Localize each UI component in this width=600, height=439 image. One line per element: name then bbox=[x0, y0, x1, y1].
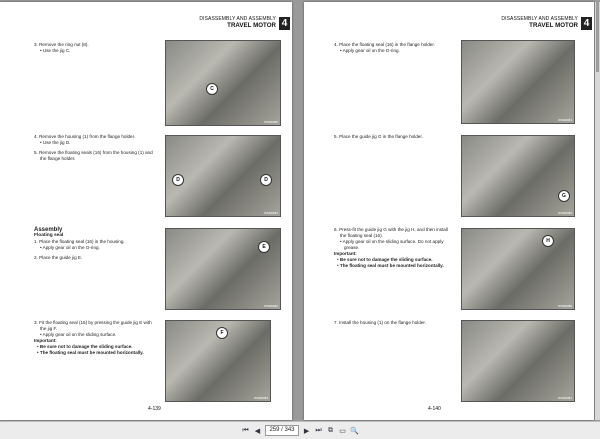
photo-code: WSM0080 bbox=[263, 120, 278, 124]
jig-label: G bbox=[558, 190, 570, 202]
jig-label: F bbox=[216, 327, 228, 339]
assembly-step-3 bbox=[34, 320, 152, 356]
step-7 bbox=[334, 320, 426, 326]
assembly-heading: Assembly bbox=[34, 227, 63, 233]
page-header bbox=[501, 16, 578, 29]
jig-label: C bbox=[206, 83, 218, 95]
important-label: Important: bbox=[34, 338, 57, 343]
page-number: 4-139 bbox=[148, 406, 161, 412]
step-sub2: grease. bbox=[344, 245, 360, 250]
important-bullet: • Be sure not to damage the sliding surface. bbox=[37, 344, 133, 349]
step-sub: • Apply gear oil on the sliding surface. Do not apply bbox=[340, 239, 444, 244]
section-title: DISASSEMBLY AND ASSEMBLY bbox=[199, 16, 276, 22]
step-5 bbox=[334, 134, 423, 140]
page-separator: / bbox=[281, 427, 283, 433]
step-text: 3. Remove the ring nut (8). bbox=[34, 42, 89, 47]
fit-page-icon[interactable]: ⧉ bbox=[328, 426, 334, 434]
photo-ring-nut bbox=[165, 40, 281, 126]
assembly-step-2: 2. Place the guide jig E. bbox=[34, 255, 83, 260]
photo-housing bbox=[165, 135, 281, 217]
right-page bbox=[304, 2, 594, 420]
step-text: 6. Press-fit the guide jig G with the jig H, and then install bbox=[334, 227, 448, 232]
photo-code: WSM0087 bbox=[557, 396, 572, 400]
assembly-step-1: 1. Place the floating seal (16) in the housing. bbox=[34, 239, 125, 244]
photo-press-fit-guide bbox=[461, 228, 575, 310]
step-6 bbox=[334, 227, 448, 269]
jig-label: D bbox=[260, 174, 272, 186]
last-page-icon[interactable]: ⏭ bbox=[315, 426, 322, 434]
step-text: 4. Place the floating seal (16) in the flange holder. bbox=[334, 42, 435, 47]
step-text2: the floating seal (16). bbox=[340, 233, 383, 238]
jig-label: H bbox=[542, 235, 554, 247]
step-sub: • Apply gear oil on the O-ring. bbox=[340, 48, 400, 53]
current-page[interactable]: 259 bbox=[269, 427, 280, 433]
step-sub: • Apply gear oil on the sliding surface. bbox=[40, 332, 117, 337]
viewer-toolbar bbox=[0, 421, 600, 439]
important-bullet: • The floating seal must be mounted horizontally. bbox=[337, 263, 444, 268]
step-text: 7. Install the housing (1) on the flange holder. bbox=[334, 320, 426, 325]
chapter-number-badge: 4 bbox=[581, 17, 592, 30]
prev-page-icon[interactable]: ◀ bbox=[254, 427, 261, 435]
scrollbar[interactable] bbox=[595, 2, 600, 420]
step-sub: • Use the jig C. bbox=[40, 48, 71, 53]
photo-code: WSM0086 bbox=[557, 304, 572, 308]
important-bullet: • Be sure not to damage the sliding surface. bbox=[337, 257, 433, 262]
step-4 bbox=[34, 134, 153, 162]
step-text: 4. Remove the housing (1) from the flange holder. bbox=[34, 134, 136, 139]
chapter-title: TRAVEL MOTOR bbox=[227, 22, 276, 29]
assembly-subheading: Floating seal bbox=[34, 233, 64, 238]
step-4 bbox=[334, 42, 435, 54]
jig-label: D bbox=[172, 174, 184, 186]
step-text: 5. Place the guide jig G in the flange holder. bbox=[334, 134, 423, 139]
scrollbar-thumb[interactable] bbox=[596, 2, 599, 72]
single-page-icon[interactable]: ▭ bbox=[339, 427, 346, 435]
step-5-text2: the flange holder. bbox=[40, 156, 76, 161]
photo-guide-jig bbox=[461, 135, 575, 217]
chapter-title: TRAVEL MOTOR bbox=[529, 22, 578, 29]
photo-press-fit bbox=[165, 320, 271, 402]
photo-floating-seal bbox=[165, 228, 281, 310]
important-label: Important: bbox=[334, 251, 357, 256]
section-title: DISASSEMBLY AND ASSEMBLY bbox=[501, 16, 578, 22]
step-3 bbox=[34, 42, 89, 54]
page-number: 4-140 bbox=[428, 406, 441, 412]
page-indicator[interactable] bbox=[265, 425, 298, 436]
photo-code: WSM0083 bbox=[253, 396, 268, 400]
total-pages: 343 bbox=[284, 427, 295, 433]
search-icon[interactable]: 🔍 bbox=[350, 427, 359, 435]
step-sub: • Use the jig D. bbox=[40, 140, 71, 145]
photo-code: WSM0081 bbox=[263, 211, 278, 215]
first-page-icon[interactable]: ⏮ bbox=[242, 426, 249, 434]
photo-flange-holder bbox=[461, 40, 575, 124]
important-bullet: • The floating seal must be mounted horizontally. bbox=[37, 350, 144, 355]
photo-code: WSM0082 bbox=[263, 304, 278, 308]
photo-code: WSM0084 bbox=[557, 118, 572, 122]
assembly-step-1-sub: • Apply gear oil on the O-ring. bbox=[40, 245, 100, 250]
chapter-number-badge: 4 bbox=[279, 17, 290, 30]
left-page bbox=[0, 2, 292, 420]
photo-housing-install bbox=[461, 320, 575, 402]
next-page-icon[interactable]: ▶ bbox=[303, 427, 310, 435]
page-header bbox=[199, 16, 276, 29]
step-text: 3. Fit the floating seal (16) by pressing the guide jig E with bbox=[34, 320, 152, 325]
step-5-text: 5. Remove the floating seals (16) from the housing (1) and bbox=[34, 150, 153, 155]
jig-label: E bbox=[258, 241, 270, 253]
photo-code: WSM0085 bbox=[557, 211, 572, 215]
step-text2: the jig F. bbox=[40, 326, 58, 331]
assembly-section bbox=[34, 227, 125, 261]
